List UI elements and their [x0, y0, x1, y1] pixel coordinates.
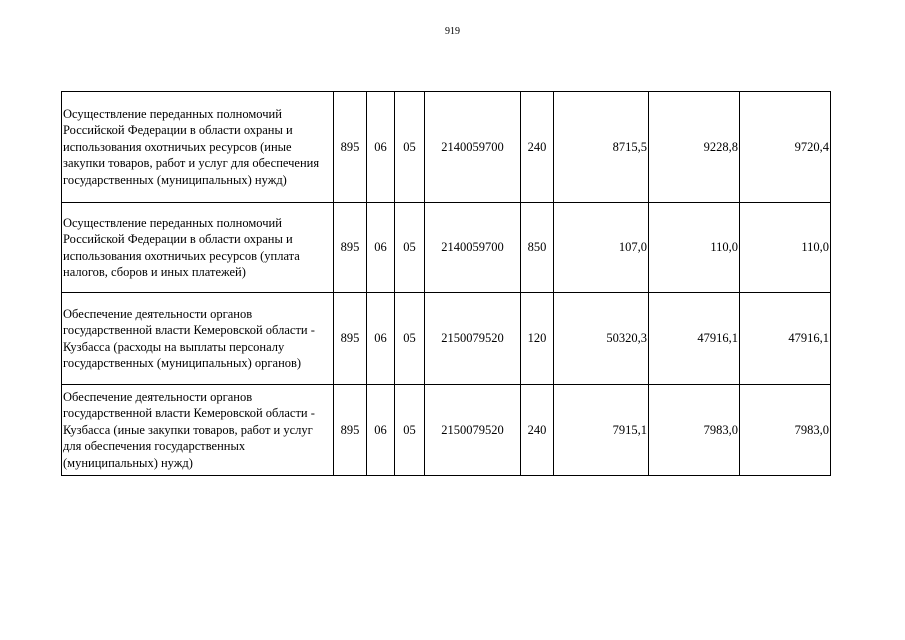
target-article-cell: 2140059700 [425, 203, 521, 293]
budget-table [61, 91, 831, 476]
ministry-code-cell: 895 [334, 385, 367, 476]
subsection-code-cell: 05 [395, 203, 425, 293]
amount-3-cell: 47916,1 [740, 293, 831, 385]
ministry-code-cell: 895 [334, 203, 367, 293]
amount-2-cell: 9228,8 [649, 92, 740, 203]
amount-2-cell: 47916,1 [649, 293, 740, 385]
amount-3-cell: 110,0 [740, 203, 831, 293]
table-row [62, 203, 831, 293]
amount-1-cell: 8715,5 [554, 92, 649, 203]
amount-1-cell: 7915,1 [554, 385, 649, 476]
expense-type-cell: 240 [521, 92, 554, 203]
amount-1-cell: 107,0 [554, 203, 649, 293]
ministry-code-cell: 895 [334, 293, 367, 385]
amount-2-cell: 110,0 [649, 203, 740, 293]
section-code-cell: 06 [367, 92, 395, 203]
section-code-cell: 06 [367, 293, 395, 385]
subsection-code-cell: 05 [395, 92, 425, 203]
subsection-code-cell: 05 [395, 385, 425, 476]
amount-1-cell: 50320,3 [554, 293, 649, 385]
amount-3-cell: 9720,4 [740, 92, 831, 203]
table-row [62, 385, 831, 476]
expense-type-cell: 850 [521, 203, 554, 293]
amount-3-cell: 7983,0 [740, 385, 831, 476]
section-code-cell: 06 [367, 203, 395, 293]
expense-type-cell: 120 [521, 293, 554, 385]
target-article-cell: 2140059700 [425, 92, 521, 203]
expense-name-cell: Осуществление переданных полномочий Российской Федерации в области охраны и использования охотничьих ресурсов (уплата налогов, сборов и иных платежей) [62, 203, 334, 293]
subsection-code-cell: 05 [395, 293, 425, 385]
amount-2-cell: 7983,0 [649, 385, 740, 476]
page-number: 919 [445, 26, 460, 37]
table-row [62, 293, 831, 385]
ministry-code-cell: 895 [334, 92, 367, 203]
target-article-cell: 2150079520 [425, 293, 521, 385]
table-row [62, 92, 831, 203]
expense-name-cell: Осуществление переданных полномочий Российской Федерации в области охраны и использования охотничьих ресурсов (иные закупки товаров, работ и услуг для обеспечения государственных (муниципальных) нужд) [62, 92, 334, 203]
expense-type-cell: 240 [521, 385, 554, 476]
expense-name-cell: Обеспечение деятельности органов государственной власти Кемеровской области - Кузбасса (иные закупки товаров, работ и услуг для обеспечения государственных (муниципальных) нужд) [62, 385, 334, 476]
section-code-cell: 06 [367, 385, 395, 476]
target-article-cell: 2150079520 [425, 385, 521, 476]
expense-name-cell: Обеспечение деятельности органов государственной власти Кемеровской области - Кузбасса (расходы на выплаты персоналу государственных (муниципальных) органов) [62, 293, 334, 385]
